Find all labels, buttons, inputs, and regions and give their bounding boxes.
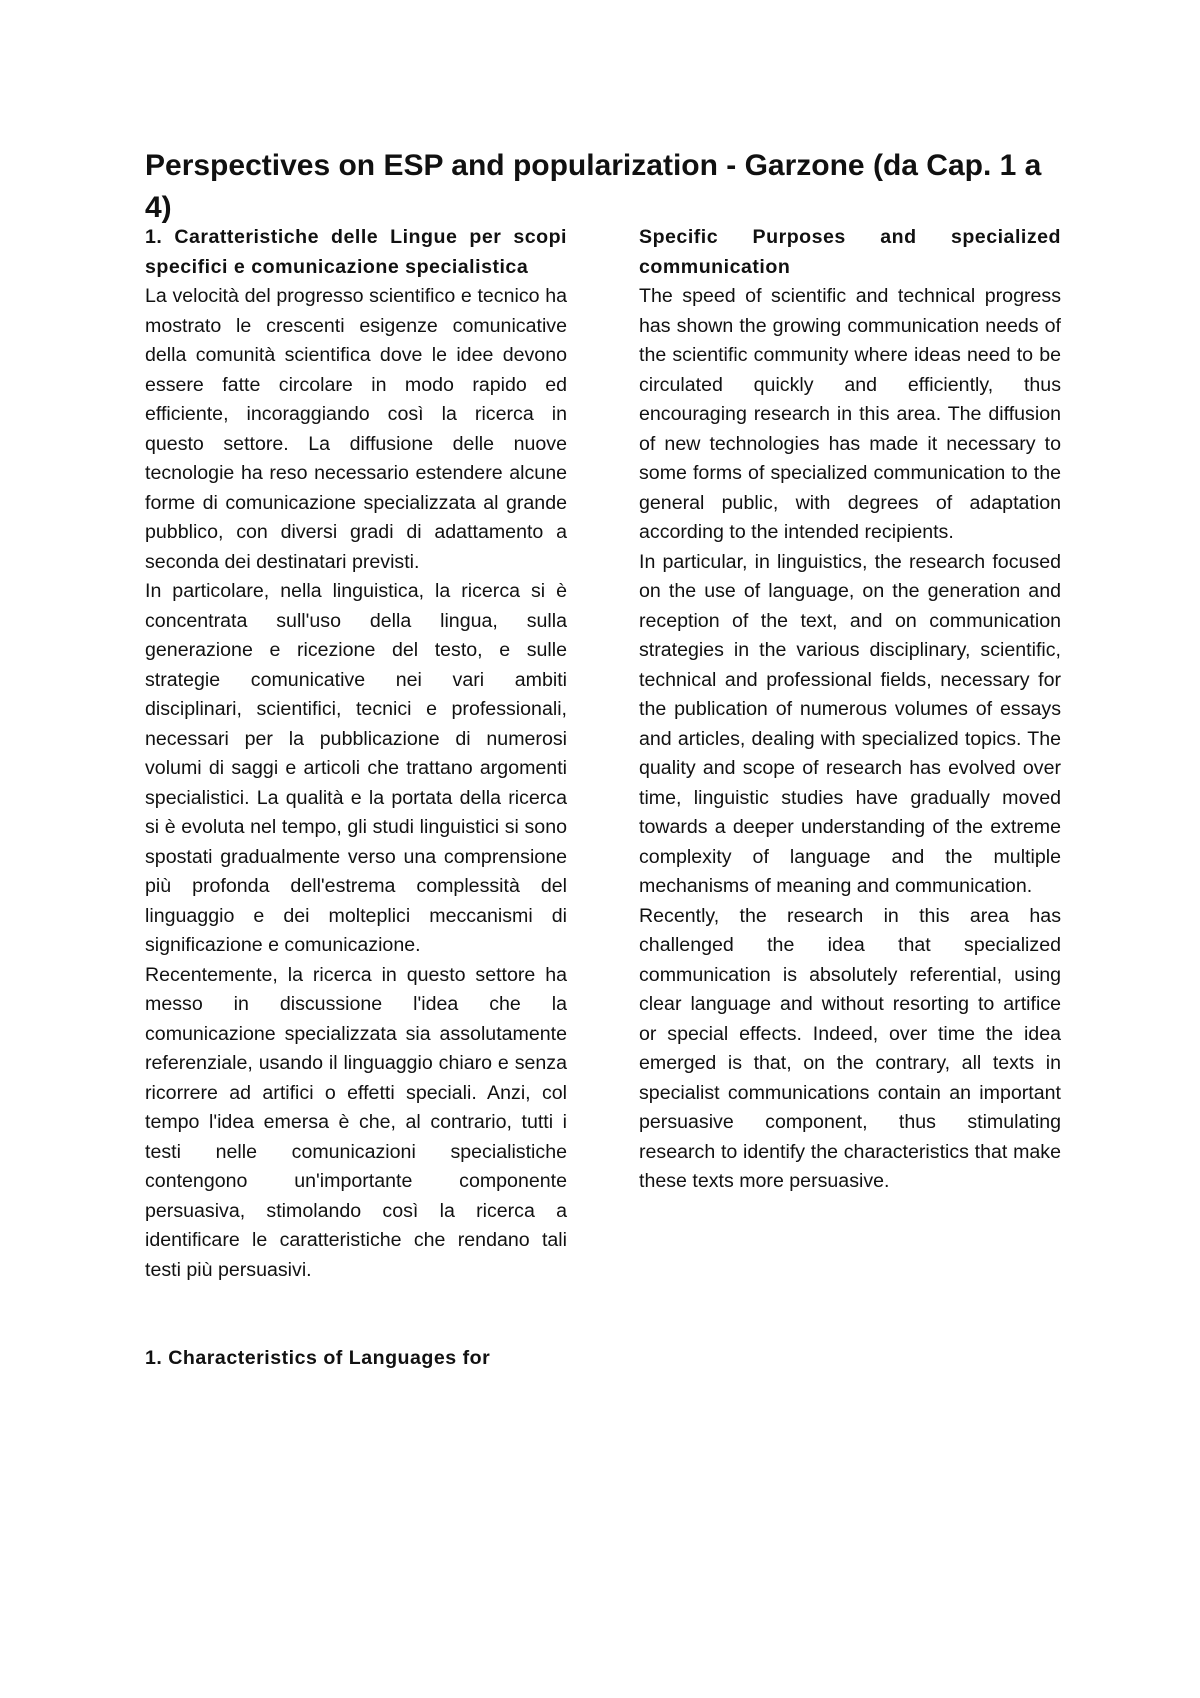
paragraph: La velocità del progresso scientifico e tecnico ha mostrato le crescenti esigenze comunicative della comunità scientifica dove le idee devono essere fatte circolare in modo rapido ed efficiente, incoraggiando così la ricerca in questo settore. La diffusione delle nuove tecnologie ha reso necessario estendere alcune forme di comunicazione specializzata al grande pubblico, con diversi gradi di adattamento a seconda dei destinatari previsti. <box>145 285 567 573</box>
paragraph: In particular, in linguistics, the research focused on the use of language, on the generation and reception of the text, and on communication strategies in the various disciplinary, scientific, technical and professional fields, necessary for the publication of numerous volumes of essays and articles, dealing with specialized topics. The quality and scope of research has evolved over time, linguistic studies have gradually moved towards a deeper understanding of the extreme complexity of language and the multiple mechanisms of meaning and communication. <box>639 550 1061 897</box>
left-column <box>145 223 567 1374</box>
paragraph: Recently, the research in this area has challenged the idea that specialized communication is absolutely referential, using clear language and without resorting to artifice or special effects. Indeed, over time the idea emerged is that, on the contrary, all texts in specialist communications contain an important persuasive component, thus stimulating research to identify the characteristics that make these texts more persuasive. <box>639 904 1061 1192</box>
paragraph: Recentemente, la ricerca in questo settore ha messo in discussione l'idea che la comunicazione specializzata sia assolutamente referenziale, usando il linguaggio chiaro e senza ricorrere ad artifici o effetti speciali. Anzi, col tempo l'idea emersa è che, al contrario, tutti i testi nelle comunicazioni specialistiche contengono un'importante componente persuasiva, stimolando così la ricerca a identificare le caratteristiche che rendano tali testi più persuasivi. <box>145 963 567 1281</box>
section-heading-english-continued: Specific Purposes and specialized communication <box>639 226 1061 278</box>
paragraph: In particolare, nella linguistica, la ricerca si è concentrata sull'uso della lingua, sulla generazione e ricezione del testo, e sulle strategie comunicative nei vari ambiti disciplinari, scientifici, tecnici e professionali, necessari per la pubblicazione di numerosi volumi di saggi e articoli che trattano argomenti specialistici. La qualità e la portata della ricerca si è evoluta nel tempo, gli studi linguistici si sono spostati gradualmente verso una comprensione più profonda dell'estrema complessità del linguaggio e dei molteplici meccanismi di significazione e comunicazione. <box>145 580 567 956</box>
section-heading-english-start: 1. Characteristics of Languages for <box>145 1347 491 1369</box>
document-title: Perspectives on ESP and popularization - Garzone (da Cap. 1 a 4) <box>145 149 1042 224</box>
paragraph: The speed of scientific and technical progress has shown the growing communication needs of the scientific community where ideas need to be circulated quickly and efficiently, thus encouraging research in this area. The diffusion of new technologies has made it necessary to some forms of specialized communication to the general public, with degrees of adaptation according to the intended recipients. <box>639 285 1061 543</box>
blank-line <box>145 1285 567 1344</box>
right-column <box>639 223 1061 1197</box>
section-heading-italian: 1. Caratteristiche delle Lingue per scopi specifici e comunicazione specialistica <box>145 226 567 278</box>
